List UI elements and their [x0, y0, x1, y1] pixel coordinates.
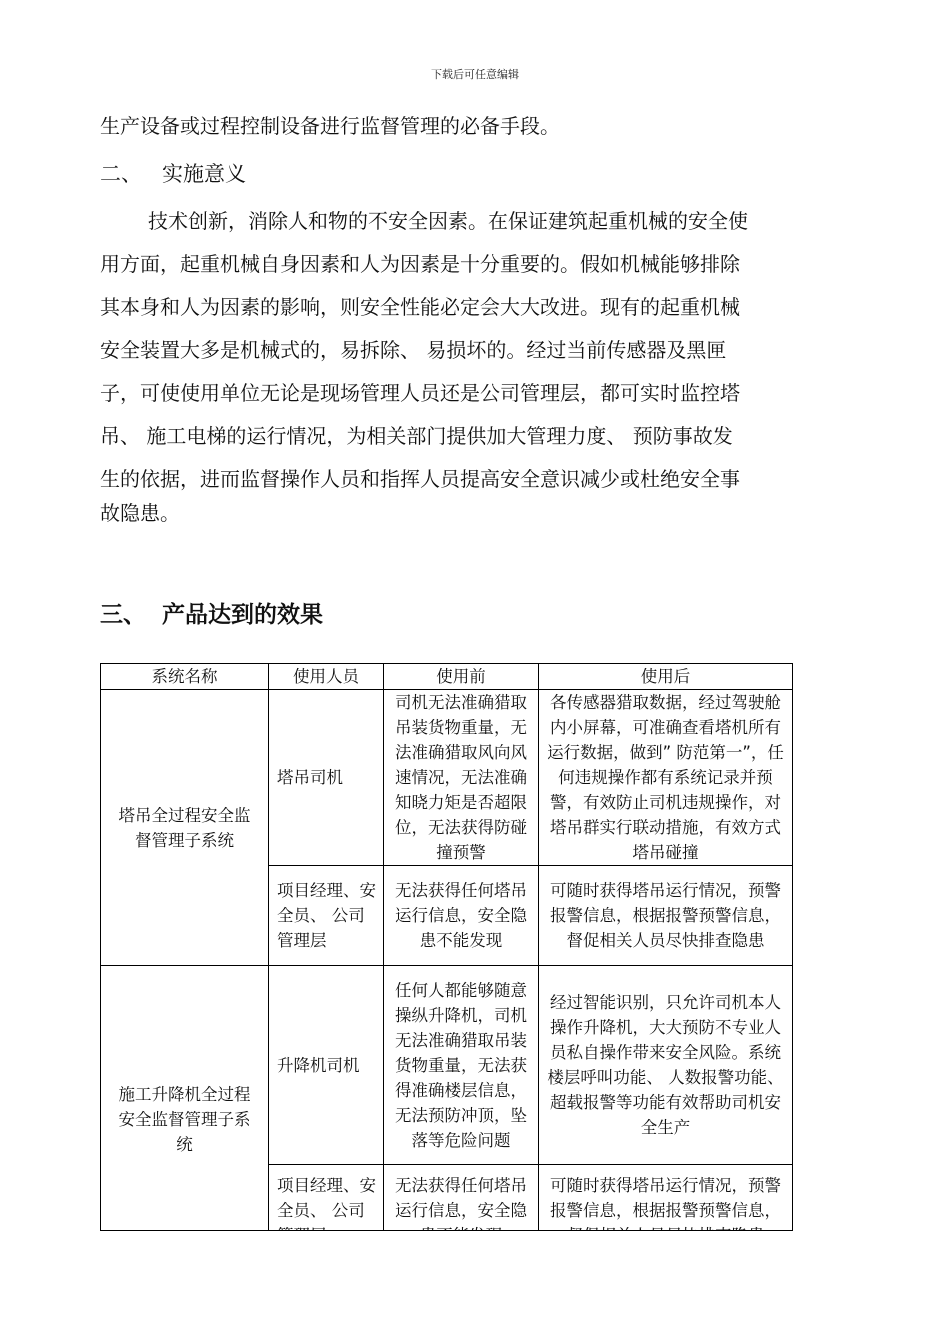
section-title: 产品达到的效果	[162, 602, 323, 628]
paragraph-line: 生的依据，进而监督操作人员和指挥人员提高安全意识减少或杜绝安全事	[100, 467, 740, 491]
section-heading-3	[100, 600, 323, 630]
section-number: 三、	[100, 602, 146, 628]
after-cell: 各传感器猎取数据，经过驾驶舱内小屏幕，可准确查看塔机所有运行数据，做到” 防范第一”，任何违规操作都有系统记录并预警，有效防止司机违规操作，对塔吊群实行联动措施，有效方式塔吊碰撞	[539, 690, 793, 866]
system-name-cell: 塔吊全过程安全监督管理子系统	[101, 690, 269, 966]
intro-line: 生产设备或过程控制设备进行监督管理的必备手段。	[100, 114, 560, 138]
column-header: 系统名称	[101, 664, 269, 690]
before-cell: 任何人都能够随意操纵升降机，司机无法准确猎取吊装货物重量，无法获得准确楼层信息，无法预防冲顶，坠落等危险问题	[384, 966, 539, 1165]
column-header: 使用前	[384, 664, 539, 690]
after-cell: 可随时获得塔吊运行情况，预警报警信息，根据报警预警信息，督促相关人员尽快排查隐患	[539, 866, 793, 966]
paragraph-line: 子，可使使用单位无论是现场管理人员还是公司管理层，都可实时监控塔	[100, 381, 740, 405]
before-cell: 无法获得任何塔吊运行信息，安全隐	[384, 1165, 539, 1273]
before-cell: 司机无法准确猎取吊装货物重量，无法准确猎取风向风速情况，无法准确知晓力矩是否超限位，无法获得防碰撞预警	[384, 690, 539, 866]
page-bottom-margin	[0, 1231, 950, 1344]
paragraph-line: 安全装置大多是机械式的，易拆除、 易损坏的。经过当前传感器及黑匣	[100, 338, 727, 362]
user-cell: 项目经理、安全员、 公司	[269, 1165, 384, 1273]
table-row	[101, 690, 793, 866]
paragraph-line: 故隐患。	[100, 501, 180, 525]
paragraph-line: 吊、 施工电梯的运行情况，为相关部门提供加大管理力度、 预防事故发	[100, 424, 733, 448]
system-name-cell: 施工升降机全过程安全监督管理子系统	[101, 966, 269, 1273]
section-title: 实施意义	[162, 162, 246, 186]
table-bottom-border	[100, 1230, 793, 1231]
after-cell: 经过智能识别，只允许司机本人操作升降机，大大预防不专业人员私自操作带来安全风险。系统楼层呼叫功能、 人数报警功能、 超载报警等功能有效帮助司机安全生产	[539, 966, 793, 1165]
column-header: 使用人员	[269, 664, 384, 690]
table-header-row	[101, 664, 793, 690]
paragraph-line: 用方面，起重机械自身因素和人为因素是十分重要的。假如机械能够排除	[100, 252, 740, 276]
after-cell: 可随时获得塔吊运行情况，预警报警信息，根据报警预警信息，	[539, 1165, 793, 1273]
user-cell: 塔吊司机	[269, 690, 384, 866]
section-heading-2	[100, 160, 246, 188]
column-header: 使用后	[539, 664, 793, 690]
paragraph-line: 其本身和人为因素的影响，则安全性能必定会大大改进。现有的起重机械	[100, 295, 740, 319]
table-row	[101, 966, 793, 1165]
paragraph-line: 技术创新，消除人和物的不安全因素。在保证建筑起重机械的安全使	[148, 209, 748, 233]
user-cell: 项目经理、安全员、 公司管理层	[269, 866, 384, 966]
effects-table	[100, 663, 793, 1273]
before-cell: 无法获得任何塔吊运行信息，安全隐患不能发现	[384, 866, 539, 966]
section-number: 二、	[100, 162, 142, 186]
page-header: 下载后可任意编辑	[431, 68, 519, 81]
user-cell: 升降机司机	[269, 966, 384, 1165]
